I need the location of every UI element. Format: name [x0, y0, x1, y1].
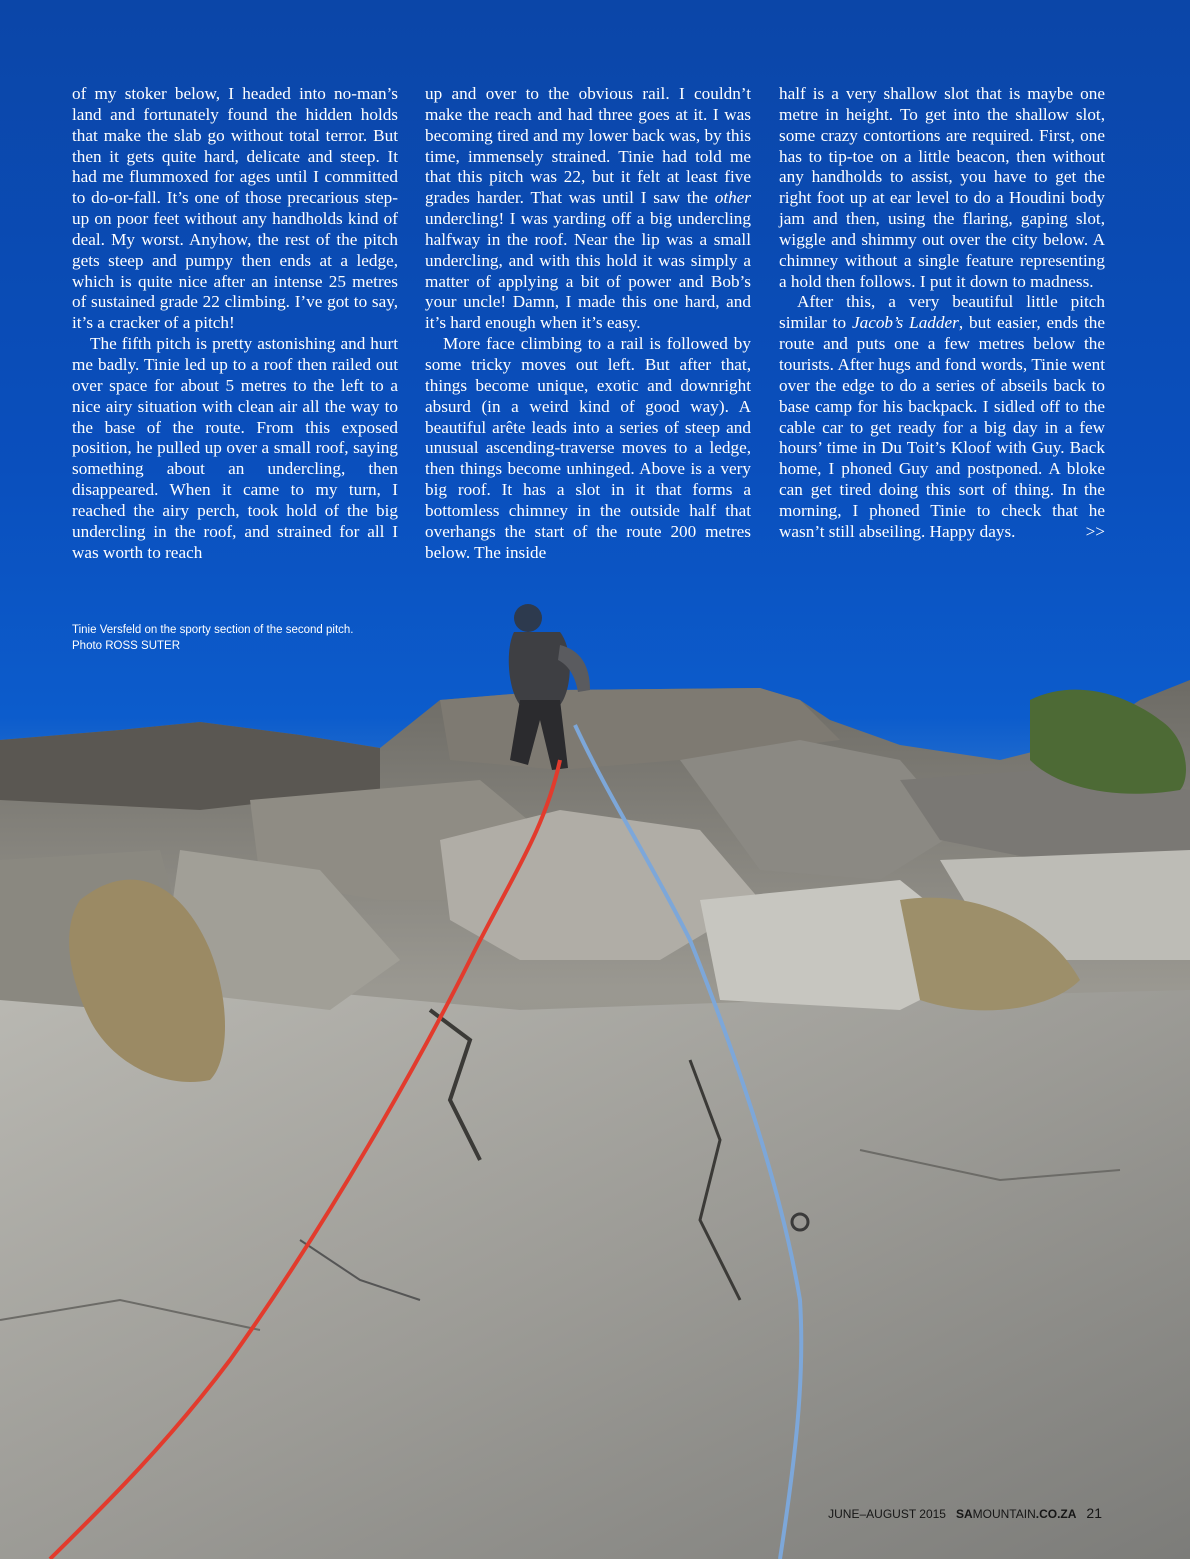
text-run: , but easier, ends the route and puts one a few metres below the tourists. After hugs and fond words, Tinie went over the edge to do a series of abseils back to base camp for his backpack. I sidled off to the cable car to get ready for a big day in a few hours’ time in Du Toit’s Kloof with Guy. Back home, I phoned Guy and postponed. A bloke can get tired doing this sort of thing. In the morning, I phoned Tinie to check that he wasn’t still abseiling. Happy days.: [779, 313, 1105, 541]
page-footer: [828, 1505, 1102, 1521]
paragraph: [779, 292, 1105, 542]
text-run: After this, a very beautiful little pitch similar to: [779, 292, 1105, 333]
caption-text: Tinie Versfeld on the sporty section of the second pitch.: [72, 624, 354, 636]
text-column-2: [425, 84, 751, 563]
text-run: undercling! I was yarding off a big undercling halfway in the roof. Near the lip was a small undercling, and with this hold it was simply a matter of applying a bit of power and Bob’s your uncle! Damn, I made this one hard, and it’s hard enough when it’s easy.: [425, 209, 751, 333]
site-word: MOUNTAIN: [972, 1507, 1036, 1521]
emphasis: Jacob’s Ladder: [851, 313, 959, 333]
issue-date: JUNE–AUGUST 2015: [828, 1507, 946, 1521]
text-run: up and over to the obvious rail. I couldn’t make the reach and had three goes at it. I was becoming tired and my lower back was, by this time, immensely strained. Tinie had told me that this pitch was 22, but it felt at least five grades harder. That was until I saw the: [425, 84, 751, 208]
photo-caption: [72, 622, 432, 654]
paragraph: of my stoker below, I headed into no-man’s land and fortunately found the hidden holds that make the slab go without total terror. But then it gets quite hard, delicate and steep. It had me flummoxed for ages until I committed to do-or-fall. It’s one of those precarious step-up on poor feet without any handholds kind of deal. My worst. Anyhow, the rest of the pitch gets steep and pumpy then ends at a ledge, which is quite nice after an intense 25 metres of sustained grade 22 climbing. I’ve got to say, it’s a cracker of a pitch!: [72, 84, 398, 333]
paragraph: The fifth pitch is pretty astonishing and hurt me badly. Tinie led up to a roof then railed out over space for about 5 metres to the left to a nice airy situation with clean air all the way to the base of the route. From this exposed position, he pulled up over a small roof, saying something about an undercling, then disappeared. When it came to my turn, I reached the airy perch, took hold of the big undercling in the roof, and strained for all I was worth to reach: [72, 334, 398, 562]
paragraph: More face climbing to a rail is followed by some tricky moves out left. But after that, things become unique, exotic and downright absurd (in a weird kind of good way). A beautiful arête leads into a series of steep and unusual ascending-traverse moves to a ledge, then things become unhinged. Above is a very big roof. It has a slot in it that forms a bottomless chimney in the outside half that overhangs the start of the route 200 metres below. The inside: [425, 334, 751, 562]
paragraph: half is a very shallow slot that is maybe one metre in height. To get into the shallow slot, some crazy contortions are required. First, one has to tip-toe on a little beacon, then without any handholds to assist, you have to get the right foot up at ear level to do a Houdini body jam and then, using the flaring, gaping slot, wiggle and shimmy out over the city below. A chimney without a single feature representing a hold then follows. I put it down to madness.: [779, 84, 1105, 291]
continued-mark: >>: [1085, 521, 1105, 541]
emphasis: other: [714, 188, 751, 208]
site-brand: SA: [955, 1507, 973, 1521]
page-number: 21: [1086, 1505, 1102, 1521]
site-name: [956, 1507, 1076, 1521]
site-domain: .CO.ZA: [1035, 1507, 1077, 1521]
text-column-1: [72, 84, 398, 563]
paragraph: [425, 84, 751, 334]
photo-credit: Photo ROSS SUTER: [72, 640, 181, 652]
text-column-3: [779, 84, 1105, 543]
